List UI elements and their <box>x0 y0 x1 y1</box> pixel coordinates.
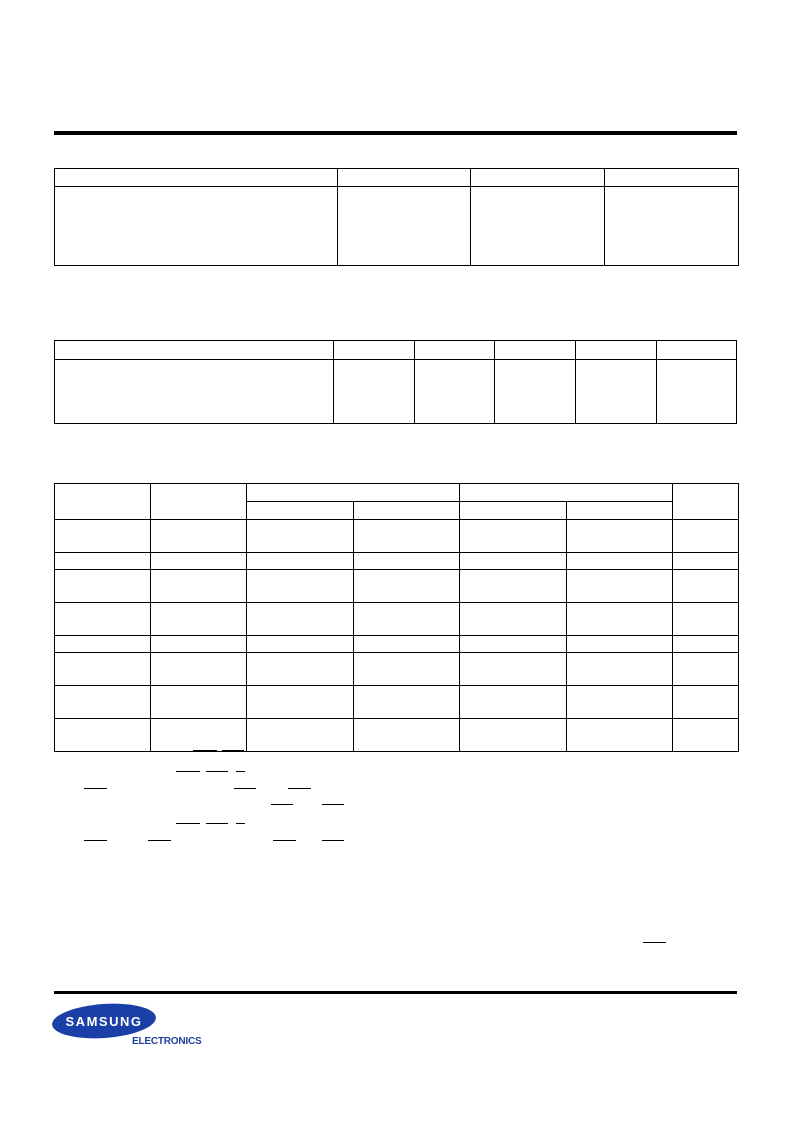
logo-subtitle: ELECTRONICS <box>132 1036 202 1047</box>
table-cell <box>673 603 739 636</box>
overbar <box>236 771 245 772</box>
table-cell <box>354 636 460 653</box>
table-cell <box>673 719 739 752</box>
bottom-rule <box>54 991 737 994</box>
table-cell <box>354 520 460 553</box>
table-cell <box>567 686 673 719</box>
table-cell <box>151 520 247 553</box>
table-cell <box>151 603 247 636</box>
table-cell <box>460 484 673 502</box>
overbar <box>273 840 296 841</box>
overbar <box>234 788 256 789</box>
table-cell <box>567 502 673 520</box>
table-cell <box>55 686 151 719</box>
table-row <box>55 341 737 360</box>
table-cell <box>567 636 673 653</box>
table-cell <box>673 520 739 553</box>
table-cell <box>567 520 673 553</box>
table-cell <box>495 341 576 360</box>
table-cell <box>567 553 673 570</box>
overbar <box>236 823 245 824</box>
table-cell <box>338 187 471 266</box>
table-2 <box>54 340 737 424</box>
table-cell <box>354 570 460 603</box>
overbar <box>222 750 244 751</box>
table-cell <box>55 187 338 266</box>
table-cell <box>605 169 739 187</box>
table-cell <box>460 553 567 570</box>
table-cell <box>460 570 567 603</box>
table-cell <box>247 553 354 570</box>
table-cell <box>673 636 739 653</box>
table-cell <box>576 360 657 424</box>
table-cell <box>460 603 567 636</box>
overbar <box>322 840 344 841</box>
table-cell <box>55 603 151 636</box>
table-row <box>55 603 739 636</box>
table-cell <box>415 360 495 424</box>
table-cell <box>334 341 415 360</box>
table-cell <box>471 187 605 266</box>
table-cell <box>151 570 247 603</box>
table-cell <box>673 570 739 603</box>
table-cell <box>354 686 460 719</box>
table-cell <box>247 719 354 752</box>
table-cell <box>55 570 151 603</box>
table-cell <box>55 484 151 520</box>
overbar <box>176 771 200 772</box>
table-cell <box>247 484 460 502</box>
table-row <box>55 686 739 719</box>
table-row <box>55 636 739 653</box>
table-row <box>55 187 739 266</box>
table-cell <box>415 341 495 360</box>
table-cell <box>151 719 247 752</box>
table-cell <box>247 570 354 603</box>
table-cell <box>567 719 673 752</box>
table-cell <box>567 570 673 603</box>
overbar <box>322 804 344 805</box>
table-row <box>55 520 739 553</box>
table-cell <box>354 603 460 636</box>
table-cell <box>460 719 567 752</box>
table-cell <box>247 502 354 520</box>
table-cell <box>151 484 247 520</box>
table-row <box>55 719 739 752</box>
overbar <box>148 840 171 841</box>
table-cell <box>247 520 354 553</box>
table-cell <box>55 719 151 752</box>
table-cell <box>673 686 739 719</box>
table-cell <box>55 169 338 187</box>
table-cell <box>247 603 354 636</box>
overbar <box>206 823 228 824</box>
overbar <box>288 788 311 789</box>
table-cell <box>55 653 151 686</box>
table-cell <box>495 360 576 424</box>
table-cell <box>55 520 151 553</box>
table-cell <box>338 169 471 187</box>
overbar <box>193 750 217 751</box>
top-rule <box>54 131 737 135</box>
table-cell <box>334 360 415 424</box>
overbar <box>271 804 293 805</box>
table-cell <box>151 686 247 719</box>
table-cell <box>354 502 460 520</box>
table-row <box>55 653 739 686</box>
table-cell <box>460 502 567 520</box>
table-cell <box>576 341 657 360</box>
table-cell <box>605 187 739 266</box>
table-cell <box>460 653 567 686</box>
table-row <box>55 570 739 603</box>
table-cell <box>460 636 567 653</box>
table-cell <box>55 636 151 653</box>
table-header-row <box>55 484 739 502</box>
table-cell <box>567 603 673 636</box>
table-cell <box>151 636 247 653</box>
table-cell <box>471 169 605 187</box>
logo-brand-text: SAMSUNG <box>65 1014 143 1029</box>
table-cell <box>247 636 354 653</box>
table-cell <box>151 553 247 570</box>
table-cell <box>673 653 739 686</box>
table-row <box>55 553 739 570</box>
table-cell <box>657 360 737 424</box>
overbar <box>206 771 228 772</box>
table-cell <box>567 653 673 686</box>
table-1 <box>54 168 739 266</box>
table-row <box>55 169 739 187</box>
table-cell <box>673 553 739 570</box>
table-cell <box>354 553 460 570</box>
table-cell <box>460 686 567 719</box>
table-cell <box>151 653 247 686</box>
overbar <box>176 823 200 824</box>
table-cell <box>247 653 354 686</box>
table-cell <box>55 553 151 570</box>
table-cell <box>247 686 354 719</box>
overbar <box>84 840 107 841</box>
table-cell <box>673 484 739 520</box>
table-cell <box>657 341 737 360</box>
table-cell <box>55 360 334 424</box>
overbar <box>643 942 666 943</box>
table-cell <box>460 520 567 553</box>
table-row <box>55 360 737 424</box>
table-cell <box>354 653 460 686</box>
table-cell <box>55 341 334 360</box>
table-cell <box>354 719 460 752</box>
table-3 <box>54 483 739 752</box>
overbar <box>84 788 107 789</box>
